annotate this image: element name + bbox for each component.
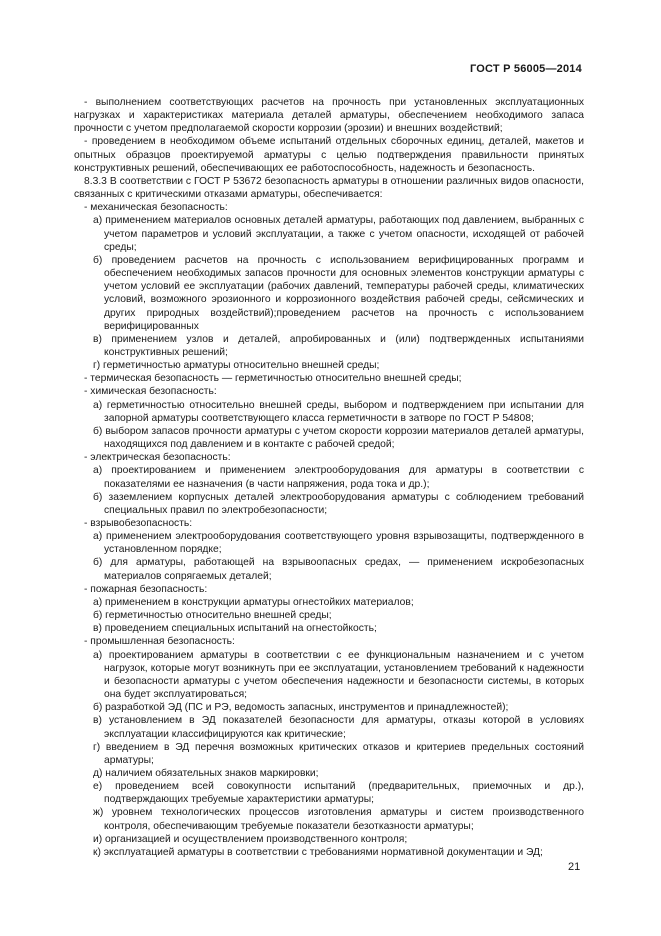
list-item: а) применением материалов основных деталей арматуры, работающих под давлением, выбранных с учетом параметров и условий эксплуатации, а также с учетом опасности, исходящей от рабочей среды;: [93, 215, 584, 253]
list-item: б) разработкой ЭД (ПС и РЭ, ведомость запасных, инструментов и принадлежностей);: [93, 702, 509, 714]
section-title-thermal: - термическая безопасность — герметичностью относительно внешней среды;: [84, 373, 462, 385]
list-item: б) для арматуры, работающей на взрывоопасных средах, — применением искробезопасных материалов сопрягаемых деталей;: [93, 557, 584, 582]
list-item: а) герметичностью относительно внешней среды, выбором и подтверждением при испытании для запорной арматуры соответствующего класса герметичности в затворе по ГОСТ Р 54808;: [93, 399, 584, 424]
list-item: и) организацией и осуществлением производственного контроля;: [93, 833, 408, 845]
section-title-electrical: - электрическая безопасность:: [84, 452, 231, 464]
page-number: 21: [568, 861, 581, 873]
section-title-fire: - пожарная безопасность:: [84, 583, 208, 595]
list-item: а) применением электрооборудования соответствующего уровня взрывозащиты, подтвержденного в установленном порядке;: [93, 531, 584, 556]
list-item: а) применением в конструкции арматуры огнестойких материалов;: [93, 596, 414, 608]
list-item: в) применением узлов и деталей, апробированных и (или) подтвержденных испытаниями конструктивных решений;: [93, 333, 584, 358]
list-item: б) герметичностью относительно внешней среды;: [93, 610, 332, 622]
list-item: в) установлением в ЭД показателей безопасности для арматуры, отказы которой в условиях эксплуатации классифицируются как критические;: [93, 715, 584, 740]
intro-paragraph-1: - выполнением соответствующих расчетов на прочность при установленных эксплуатационных нагрузках и характеристиках материала деталей арматуры, обеспечением необходимого запаса прочности с учетом предполагаемой скорости коррозии (эрозии) и внешних воздействий;: [74, 97, 584, 135]
list-item: д) наличием обязательных знаков маркировки;: [93, 767, 319, 779]
list-item: а) проектированием и применением электрооборудования для арматуры в соответствии с показателями ее назначения (в части напряжения, рода тока и др.);: [93, 465, 584, 490]
list-item: е) проведением всей совокупности испытаний (предварительных, приемочных и др.), подтверждающих требуемые характеристики арматуры;: [93, 781, 584, 806]
list-item: б) проведением расчетов на прочность с использованием верифицированных программ и обеспечением необходимых запасов прочности для основных элементов конструкции арматуры с учетом условий ее эксплуатации (рабочих давлений, температуры рабочей среды, климатических условий, возможного эрозионного и коррозионного воздействия рабочей среды, сейсмических и других природных воздействий);проведением расчетов на прочность с использованием верифицированных: [93, 254, 584, 332]
list-item: б) выбором запасов прочности арматуры с учетом скорости коррозии материалов деталей арматуры, находящихся под давлением и в контакте с рабочей средой;: [93, 425, 584, 451]
list-item: а) проектированием арматуры в соответствии с ее функциональным назначением и с учетом нагрузок, которые могут возникнуть при ее эксплуатации, установлением требований к надежности и безопасности арматуры с учетом обеспечения надежности и безопасности системы, в которых она будет эксплуатироваться;: [93, 649, 584, 701]
list-item: г) введением в ЭД перечня возможных критических отказов и критериев предельных состояний арматуры;: [93, 741, 584, 766]
list-item: г) герметичностью арматуры относительно внешней среды;: [93, 360, 380, 372]
clause-8-3-3: 8.3.3 В соответствии с ГОСТ Р 53672 безопасность арматуры в отношении различных видов опасности, связанных с критическими отказами арматуры, обеспечивается:: [74, 175, 584, 201]
list-item: в) проведением специальных испытаний на огнестойкость;: [93, 623, 377, 635]
section-title-mechanical: - механическая безопасность:: [84, 202, 228, 214]
section-title-industrial: - промышленная безопасность:: [84, 636, 235, 648]
safety-sections: [74, 201, 584, 859]
list-item: ж) уровнем технологических процессов изготовления арматуры и систем производственного контроля, обеспечивающим требуемые показатели безотказности арматуры;: [93, 807, 584, 832]
document-header: ГОСТ Р 56005—2014: [470, 63, 582, 75]
document-body: [74, 96, 584, 859]
list-item: к) эксплуатацией арматуры в соответствии с требованиями нормативной документации и ЭД;: [93, 846, 543, 858]
list-item: б) заземлением корпусных деталей электрооборудования арматуры с соблюдением требований специальных правил по электробезопасности;: [93, 491, 584, 516]
intro-paragraph-2: - проведением в необходимом объеме испытаний отдельных сборочных единиц, деталей, макетов и опытных образцов проектируемой арматуры с целью подтверждения правильности принятых конструктивных решений, обеспечивающих ее работоспособность, надежность и безопасность.: [74, 136, 584, 174]
section-title-explosion: - взрывобезопасность:: [84, 518, 193, 529]
section-title-chemical: - химическая безопасность:: [84, 386, 217, 398]
